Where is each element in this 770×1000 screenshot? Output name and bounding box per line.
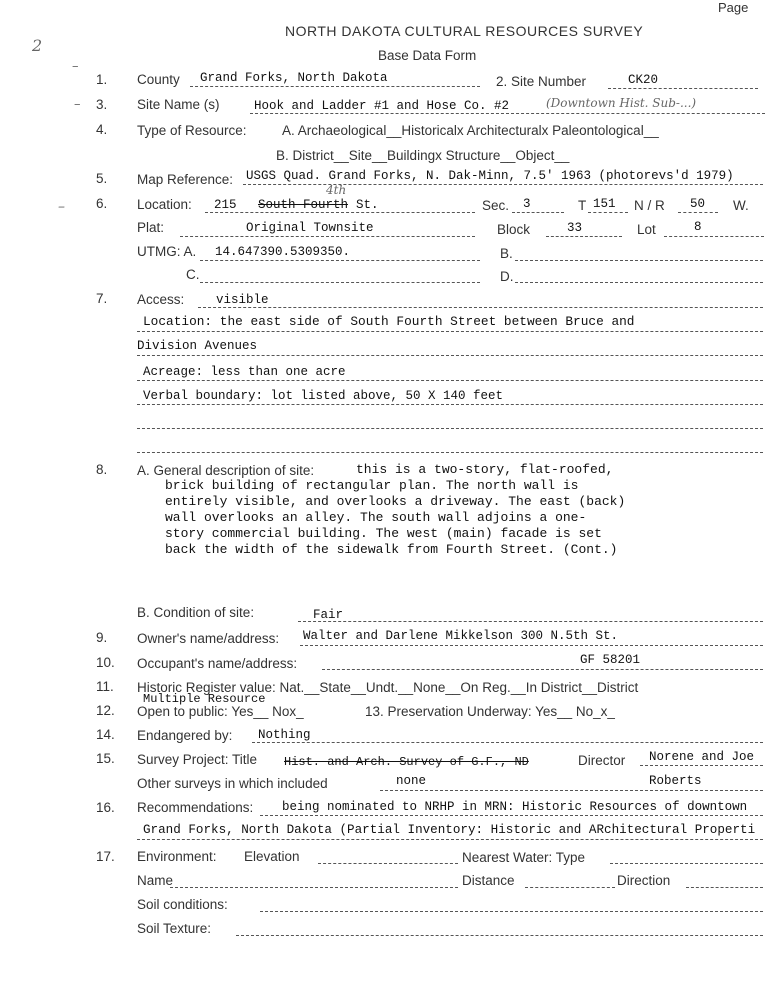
underline xyxy=(137,404,763,405)
utmg-a-value: 14.647390.5309350. xyxy=(215,245,351,259)
underline xyxy=(512,212,564,213)
r-value: 50 xyxy=(690,197,706,211)
resource-type-line-b: B. District__Site__Buildingx Structure__Object__ xyxy=(276,148,570,163)
utmg-c-label: C. xyxy=(186,267,200,282)
other-surveys-label: Other surveys in which included xyxy=(137,776,328,791)
lot-label: Lot xyxy=(637,222,656,237)
nearest-water-label: Nearest Water: Type xyxy=(462,850,586,865)
access-value: visible xyxy=(216,293,269,307)
description-line: entirely visible, and overlooks a driveway. The east (back) xyxy=(165,494,626,509)
underline xyxy=(608,88,758,89)
county-label: County xyxy=(137,72,180,87)
street-number: 215 xyxy=(214,198,237,212)
other-surveys-value: none xyxy=(396,774,427,788)
director-value-2: Roberts xyxy=(649,774,702,788)
underline xyxy=(515,282,763,283)
plat-label: Plat: xyxy=(137,220,165,235)
form-title: NORTH DAKOTA CULTURAL RESOURCES SURVEY xyxy=(285,23,644,39)
field-number: 14. xyxy=(96,727,115,742)
site-number-label: 2. Site Number xyxy=(496,74,587,89)
underline xyxy=(200,260,480,261)
map-reference-label: Map Reference: xyxy=(137,172,234,187)
underline xyxy=(260,815,763,816)
field-number: 16. xyxy=(96,800,115,815)
site-name-label: Site Name (s) xyxy=(137,97,220,112)
underline xyxy=(137,380,763,381)
endangered-value: Nothing xyxy=(258,728,311,742)
utmg-d-label: D. xyxy=(500,269,514,284)
street-name-struck: South Fourth xyxy=(258,198,349,212)
survey-project-label: Survey Project: Title xyxy=(137,752,258,767)
underline xyxy=(180,236,475,237)
underline xyxy=(198,307,763,308)
underline xyxy=(252,742,763,743)
underline xyxy=(546,236,622,237)
underline xyxy=(318,863,458,864)
underline xyxy=(322,669,763,670)
margin-tick: – xyxy=(74,97,81,112)
underline xyxy=(137,428,763,429)
endangered-label: Endangered by: xyxy=(137,728,233,743)
underline xyxy=(298,621,763,622)
site-location-line2: Division Avenues xyxy=(137,339,258,353)
underline xyxy=(243,184,763,185)
recommendations-label: Recommendations: xyxy=(137,800,254,815)
underline xyxy=(236,935,763,936)
occupant-label: Occupant's name/address: xyxy=(137,656,298,671)
site-name-value: Hook and Ladder #1 and Hose Co. #2 xyxy=(254,99,510,113)
recommendations-line2: Grand Forks, North Dakota (Partial Inventory: Historic and ARchitectural Properti xyxy=(143,823,756,837)
elevation-label: Elevation xyxy=(244,849,300,864)
underline xyxy=(525,887,615,888)
survey-title: Hist. and Arch. Survey of G.F., ND xyxy=(284,755,529,769)
preservation-underway: 13. Preservation Underway: Yes__ No_x_ xyxy=(365,704,615,719)
margin-tick: – xyxy=(72,59,79,74)
site-number-value: CK20 xyxy=(628,73,659,87)
field-number: 4. xyxy=(96,122,108,137)
description-line: story commercial building. The west (main) facade is set xyxy=(165,526,602,541)
field-number: 12. xyxy=(96,703,115,718)
underline xyxy=(686,887,763,888)
historic-register-text: Historic Register value: Nat.__State__Undt.__None__On Reg.__In District__District xyxy=(137,680,639,695)
underline xyxy=(170,887,458,888)
block-value: 33 xyxy=(567,221,583,235)
underline xyxy=(137,839,763,840)
utmg-b-label: B. xyxy=(500,246,513,261)
multiple-resource: Multiple Resource xyxy=(143,692,266,706)
recommendations-line1: being nominated to NRHP in MRN: Historic Resources of downtown xyxy=(282,800,748,814)
soil-texture-label: Soil Texture: xyxy=(137,921,212,936)
environment-label: Environment: xyxy=(137,849,217,864)
underline xyxy=(515,260,763,261)
field-number: 9. xyxy=(96,630,108,645)
open-to-public: Open to public: Yes__ Nox_ xyxy=(137,704,304,719)
name-label: Name xyxy=(137,873,174,888)
block-label: Block xyxy=(497,222,531,237)
street-suffix: St. xyxy=(356,198,379,212)
page-label: Page xyxy=(718,0,749,15)
t-label: T xyxy=(578,198,587,213)
owner-value: Walter and Darlene Mikkelson 300 N.5th St. xyxy=(303,629,619,643)
resource-type-label: Type of Resource: xyxy=(137,123,247,138)
description-line: back the width of the sidewalk from Fourth Street. (Cont.) xyxy=(165,542,618,557)
plat-value: Original Townsite xyxy=(246,221,374,235)
field-number: 8. xyxy=(96,462,108,477)
underline xyxy=(137,452,763,453)
t-value: 151 xyxy=(593,197,616,211)
soil-conditions-label: Soil conditions: xyxy=(137,897,228,912)
field-number: 6. xyxy=(96,196,108,211)
field-number: 3. xyxy=(96,97,108,112)
description-line: wall overlooks an alley. The south wall adjoins a one- xyxy=(165,510,587,525)
underline xyxy=(664,236,764,237)
underline xyxy=(588,212,628,213)
resource-type-line-a: A. Archaeological__Historicalx Architecturalx Paleontological__ xyxy=(282,123,659,138)
underline xyxy=(610,863,763,864)
underline xyxy=(200,282,480,283)
lot-value: 8 xyxy=(694,220,702,234)
sec-label: Sec. xyxy=(482,198,510,213)
nr-label: N / R xyxy=(634,198,665,213)
county-value: Grand Forks, North Dakota xyxy=(200,71,388,85)
director-value: Norene and Joe xyxy=(649,750,755,764)
owner-label: Owner's name/address: xyxy=(137,631,280,646)
occupant-value: GF 58201 xyxy=(580,653,641,667)
underline xyxy=(137,331,763,332)
location-label: Location: xyxy=(137,197,192,212)
street-handwritten: 4th xyxy=(326,183,347,197)
field-number: 10. xyxy=(96,655,115,670)
underline xyxy=(380,790,763,791)
verbal-boundary: Verbal boundary: lot listed above, 50 X 140 feet xyxy=(143,389,504,403)
margin-mark-2: 2 xyxy=(32,36,43,55)
sec-value: 3 xyxy=(523,197,531,211)
site-location-line1: Location: the east side of South Fourth Street between Bruce and xyxy=(143,314,635,329)
field-number: 17. xyxy=(96,849,115,864)
field-number: 1. xyxy=(96,72,108,87)
director-label: Director xyxy=(578,753,626,768)
condition-value: Fair xyxy=(313,608,344,622)
underline xyxy=(260,911,763,912)
underline xyxy=(137,355,763,356)
w-label: W. xyxy=(733,198,749,213)
direction-label: Direction xyxy=(617,873,671,888)
access-label: Access: xyxy=(137,292,185,307)
description-line: this is a two-story, flat-roofed, xyxy=(356,462,614,477)
field-number: 7. xyxy=(96,291,108,306)
distance-label: Distance xyxy=(462,873,515,888)
underline xyxy=(678,212,718,213)
underline xyxy=(640,765,763,766)
margin-tick: – xyxy=(58,199,65,215)
map-reference-value: USGS Quad. Grand Forks, N. Dak-Minn, 7.5' 1963 (photorevs'd 1979) xyxy=(246,169,734,183)
form-subtitle: Base Data Form xyxy=(378,48,477,63)
general-description-label: A. General description of site: xyxy=(137,463,315,478)
underline xyxy=(190,86,480,87)
underline xyxy=(205,212,475,213)
underline xyxy=(250,113,765,114)
site-name-handwritten: (Downtown Hist. Sub-...) xyxy=(546,96,697,110)
acreage: Acreage: less than one acre xyxy=(143,365,346,379)
underline xyxy=(300,645,763,646)
utmg-label: UTMG: A. xyxy=(137,244,197,259)
condition-label: B. Condition of site: xyxy=(137,605,255,620)
field-number: 15. xyxy=(96,751,115,766)
description-line: brick building of rectangular plan. The north wall is xyxy=(165,478,579,493)
field-number: 11. xyxy=(96,679,114,694)
field-number: 5. xyxy=(96,171,108,186)
